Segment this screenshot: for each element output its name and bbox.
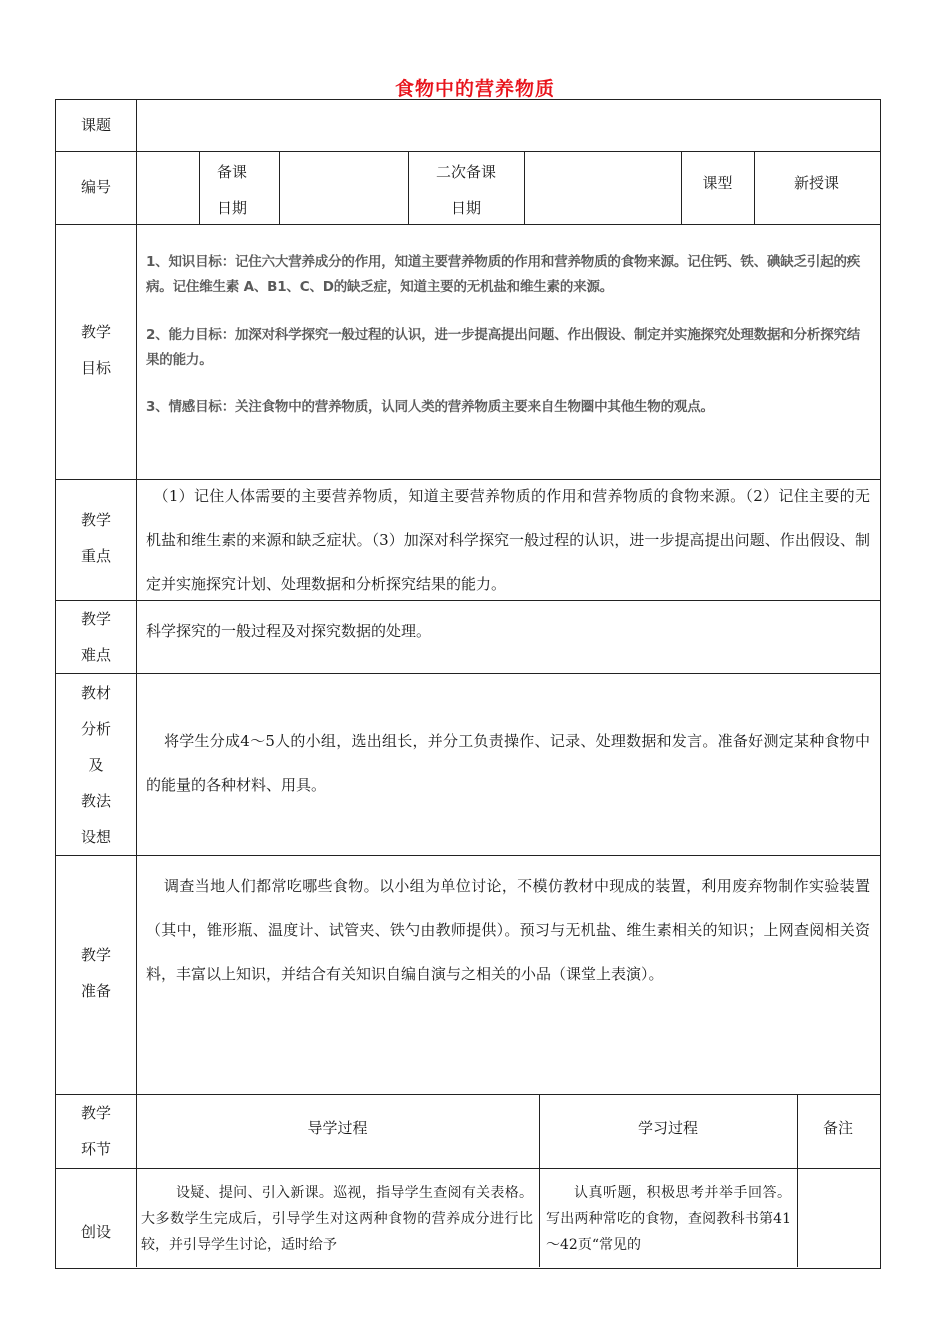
difficulties-label — [56, 601, 136, 673]
key-points-label-line1: 教学 — [80, 511, 111, 529]
objective-emotion: 3、情感目标：关注食物中的营养物质，认同人类的营养物质主要来自生物圈中其他生物的观点。 — [146, 399, 714, 415]
lesson-type-value: 新授课 — [793, 174, 839, 192]
row-divider — [55, 855, 880, 856]
prep-date-label-line2: 日期 — [217, 199, 248, 217]
preparation-label-line1: 教学 — [80, 946, 111, 964]
analysis-label-line5: 设想 — [80, 828, 111, 846]
difficulties-label-line1: 教学 — [80, 610, 111, 628]
preparation-label-line2: 准备 — [80, 982, 111, 1000]
guide-process-header: 导学过程 — [307, 1119, 368, 1137]
create-guide-text: 设疑、提问、引入新课。巡视，指导学生查阅有关表格。大多数学生完成后，引导学生对这两种食物的营养成分进行比较，并引导学生讨论，适时给予 — [141, 1185, 533, 1253]
topic-label: 课题 — [80, 116, 111, 134]
col-divider — [279, 151, 280, 224]
preparation-text: 调查当地人们都常吃哪些食物。以小组为单位讨论，不模仿教材中现成的装置，利用废弃物制作实验装置（其中，锥形瓶、温度计、试管夹、铁勺由教师提供）。预习与无机盐、维生素相关的知识；上网查阅相关资料，丰富以上知识，并结合有关知识自编自演与之相关的小品（课堂上表演）。 — [146, 877, 870, 983]
objectives-label — [56, 314, 136, 386]
create-stage-label: 创设 — [80, 1223, 111, 1241]
col-divider — [524, 151, 525, 224]
objective-knowledge: 1、知识目标：记住六大营养成分的作用，知道主要营养物质的作用和营养物质的食物来源。记住钙、铁、碘缺乏引起的疾病。记住维生素 A、B1、C、D的缺乏症，知道主要的无机盐和维生素的来源。 — [146, 254, 861, 295]
prep-date-label — [217, 154, 247, 226]
difficulties-label-line2: 难点 — [80, 646, 111, 664]
row-divider — [55, 1168, 880, 1169]
notes-header: 备注 — [822, 1119, 853, 1137]
analysis-label — [56, 675, 136, 855]
key-points-label-line2: 重点 — [80, 547, 111, 565]
analysis-label-line2: 分析 — [80, 720, 111, 738]
create-learn-text: 认真听题，积极思考并举手回答。写出两种常吃的食物，查阅教科书第41～42页“常见的 — [546, 1185, 791, 1253]
analysis-label-line3: 及 — [88, 756, 104, 774]
objectives-label-line1: 教学 — [80, 323, 111, 341]
prep-date-label-line1: 备课 — [217, 163, 248, 181]
label-column-divider — [136, 99, 137, 1267]
key-points-text: （1）记住人体需要的主要营养物质，知道主要营养物质的作用和营养物质的食物来源。（2）记住主要的无机盐和维生素的来源和缺乏症状。（3）加深对科学探究一般过程的认识，进一步提高提出问题、作出假设、制定并实施探究计划、处理数据和分析探究结果的能力。 — [146, 487, 870, 593]
objective-ability: 2、能力目标：加深对科学探究一般过程的认识，进一步提高提出问题、作出假设、制定并实施探究处理数据和分析探究结果的能力。 — [146, 327, 861, 368]
stage-label — [56, 1095, 136, 1167]
page-title: 食物中的营养物质 — [394, 78, 555, 100]
col-divider — [199, 151, 200, 224]
analysis-label-line4: 教法 — [80, 792, 111, 810]
row-divider — [55, 1094, 880, 1095]
second-prep-label-line1: 二次备课 — [435, 163, 496, 181]
key-points-label — [56, 502, 136, 574]
row-divider — [55, 673, 880, 674]
number-label: 编号 — [80, 178, 111, 196]
stage-label-line2: 环节 — [80, 1140, 111, 1158]
row-divider — [55, 151, 880, 152]
difficulties-text: 科学探究的一般过程及对探究数据的处理。 — [146, 622, 432, 640]
learning-process-header: 学习过程 — [637, 1119, 698, 1137]
second-prep-label — [408, 154, 524, 226]
objectives-label-line2: 目标 — [80, 359, 111, 377]
second-prep-label-line2: 日期 — [450, 199, 481, 217]
lesson-type-label: 课型 — [702, 174, 733, 192]
preparation-label — [56, 937, 136, 1009]
analysis-label-line1: 教材 — [80, 684, 111, 702]
analysis-text: 将学生分成4～5人的小组，选出组长，并分工负责操作、记录、处理数据和发言。准备好测定某种食物中的能量的各种材料、用具。 — [146, 732, 870, 794]
stage-label-line1: 教学 — [80, 1104, 111, 1122]
